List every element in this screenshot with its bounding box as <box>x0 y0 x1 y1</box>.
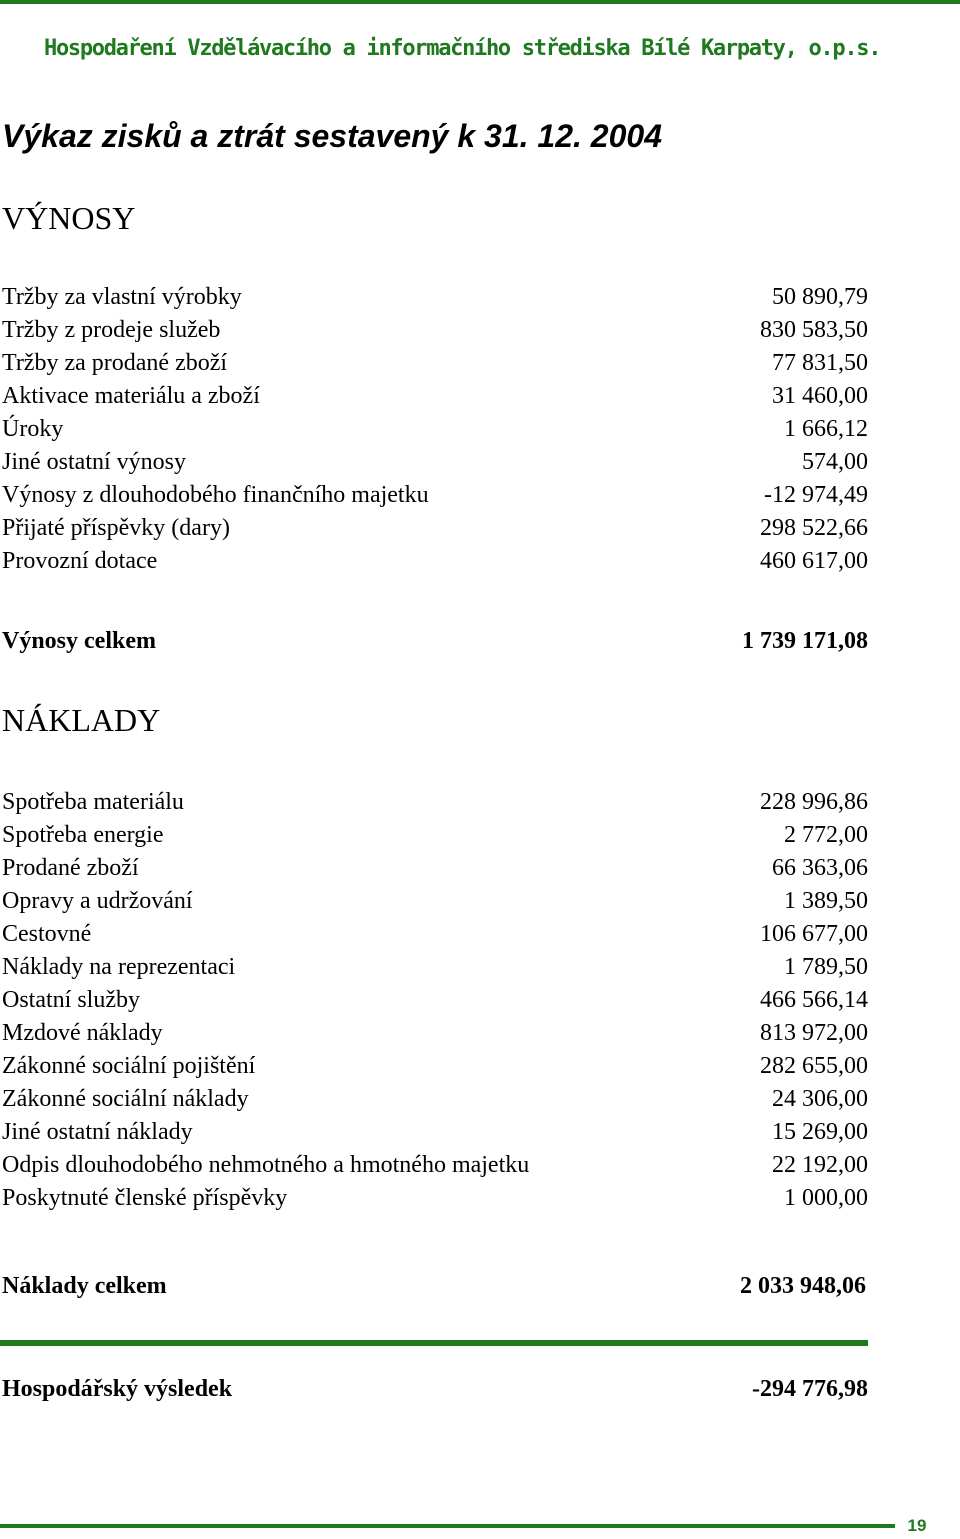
revenues-total-value: 1 739 171,08 <box>742 628 868 654</box>
revenue-row <box>2 413 868 446</box>
cost-value: 1 789,50 <box>784 954 868 980</box>
revenue-row <box>2 380 868 413</box>
revenue-label: Jiné ostatní výnosy <box>2 449 186 475</box>
costs-heading: NÁKLADY <box>2 702 161 738</box>
cost-value: 24 306,00 <box>772 1086 868 1112</box>
cost-label: Jiné ostatní náklady <box>2 1119 193 1145</box>
costs-total-value: 2 033 948,06 <box>740 1273 866 1299</box>
revenues-total-row <box>2 624 868 658</box>
result-row <box>2 1372 868 1406</box>
cost-row <box>2 786 868 819</box>
cost-value: 22 192,00 <box>772 1152 868 1178</box>
cost-row <box>2 819 868 852</box>
cost-row <box>2 1116 868 1149</box>
cost-label: Odpis dlouhodobého nehmotného a hmotného majetku <box>2 1152 530 1178</box>
cost-row <box>2 951 868 984</box>
cost-value: 15 269,00 <box>772 1119 868 1145</box>
revenue-row <box>2 545 868 578</box>
costs-list <box>2 786 868 1215</box>
cost-label: Spotřeba energie <box>2 822 164 848</box>
cost-row <box>2 1149 868 1182</box>
cost-row <box>2 1050 868 1083</box>
revenue-value: -12 974,49 <box>764 482 868 508</box>
cost-row <box>2 1017 868 1050</box>
revenue-row <box>2 314 868 347</box>
cost-label: Mzdové náklady <box>2 1020 163 1046</box>
cost-label: Spotřeba materiálu <box>2 789 184 815</box>
cost-value: 282 655,00 <box>760 1053 868 1079</box>
footer-rule <box>0 1524 895 1528</box>
cost-value: 228 996,86 <box>760 789 868 815</box>
document-title: Výkaz zisků a ztrát sestavený k 31. 12. 2004 <box>2 118 662 154</box>
costs-total-label: Náklady celkem <box>2 1273 167 1299</box>
revenue-value: 1 666,12 <box>784 416 868 442</box>
revenue-label: Aktivace materiálu a zboží <box>2 383 260 409</box>
revenue-label: Tržby za vlastní výrobky <box>2 284 242 310</box>
costs-total-row <box>2 1269 866 1303</box>
cost-row <box>2 885 868 918</box>
cost-label: Zákonné sociální pojištění <box>2 1053 256 1079</box>
revenue-value: 77 831,50 <box>772 350 868 376</box>
revenue-row <box>2 512 868 545</box>
revenue-value: 830 583,50 <box>760 317 868 343</box>
revenue-label: Úroky <box>2 416 64 442</box>
result-label: Hospodářský výsledek <box>2 1376 233 1402</box>
revenue-row <box>2 446 868 479</box>
cost-value: 1 000,00 <box>784 1185 868 1211</box>
revenue-value: 31 460,00 <box>772 383 868 409</box>
revenue-label: Přijaté příspěvky (dary) <box>2 515 230 541</box>
revenue-row <box>2 281 868 314</box>
result-divider <box>0 1340 868 1346</box>
revenues-heading: VÝNOSY <box>2 200 136 236</box>
cost-value: 1 389,50 <box>784 888 868 914</box>
cost-label: Poskytnuté členské příspěvky <box>2 1185 288 1211</box>
cost-label: Prodané zboží <box>2 855 139 881</box>
cost-row <box>2 918 868 951</box>
revenues-list <box>2 281 868 578</box>
page-number: 19 <box>907 1516 927 1535</box>
cost-label: Zákonné sociální náklady <box>2 1086 249 1112</box>
cost-value: 66 363,06 <box>772 855 868 881</box>
revenue-label: Tržby z prodeje služeb <box>2 317 221 343</box>
top-rule <box>0 0 960 4</box>
cost-row <box>2 1182 868 1215</box>
cost-label: Náklady na reprezentaci <box>2 954 236 980</box>
cost-row <box>2 984 868 1017</box>
cost-row <box>2 852 868 885</box>
revenue-row <box>2 347 868 380</box>
cost-value: 813 972,00 <box>760 1020 868 1046</box>
revenues-total-label: Výnosy celkem <box>2 628 156 654</box>
revenue-row <box>2 479 868 512</box>
cost-row <box>2 1083 868 1116</box>
revenue-value: 460 617,00 <box>760 548 868 574</box>
revenue-value: 298 522,66 <box>760 515 868 541</box>
revenue-label: Provozní dotace <box>2 548 158 574</box>
cost-value: 106 677,00 <box>760 921 868 947</box>
cost-label: Ostatní služby <box>2 987 140 1013</box>
result-value: -294 776,98 <box>752 1376 868 1402</box>
revenue-value: 574,00 <box>802 449 868 475</box>
cost-value: 2 772,00 <box>784 822 868 848</box>
cost-label: Opravy a udržování <box>2 888 193 914</box>
revenue-label: Výnosy z dlouhodobého finančního majetku <box>2 482 429 508</box>
organization-header: Hospodaření Vzdělávacího a informačního střediska Bílé Karpaty, o.p.s. <box>44 36 881 61</box>
cost-value: 466 566,14 <box>760 987 868 1013</box>
revenue-label: Tržby za prodané zboží <box>2 350 228 376</box>
cost-label: Cestovné <box>2 921 92 947</box>
revenue-value: 50 890,79 <box>772 284 868 310</box>
